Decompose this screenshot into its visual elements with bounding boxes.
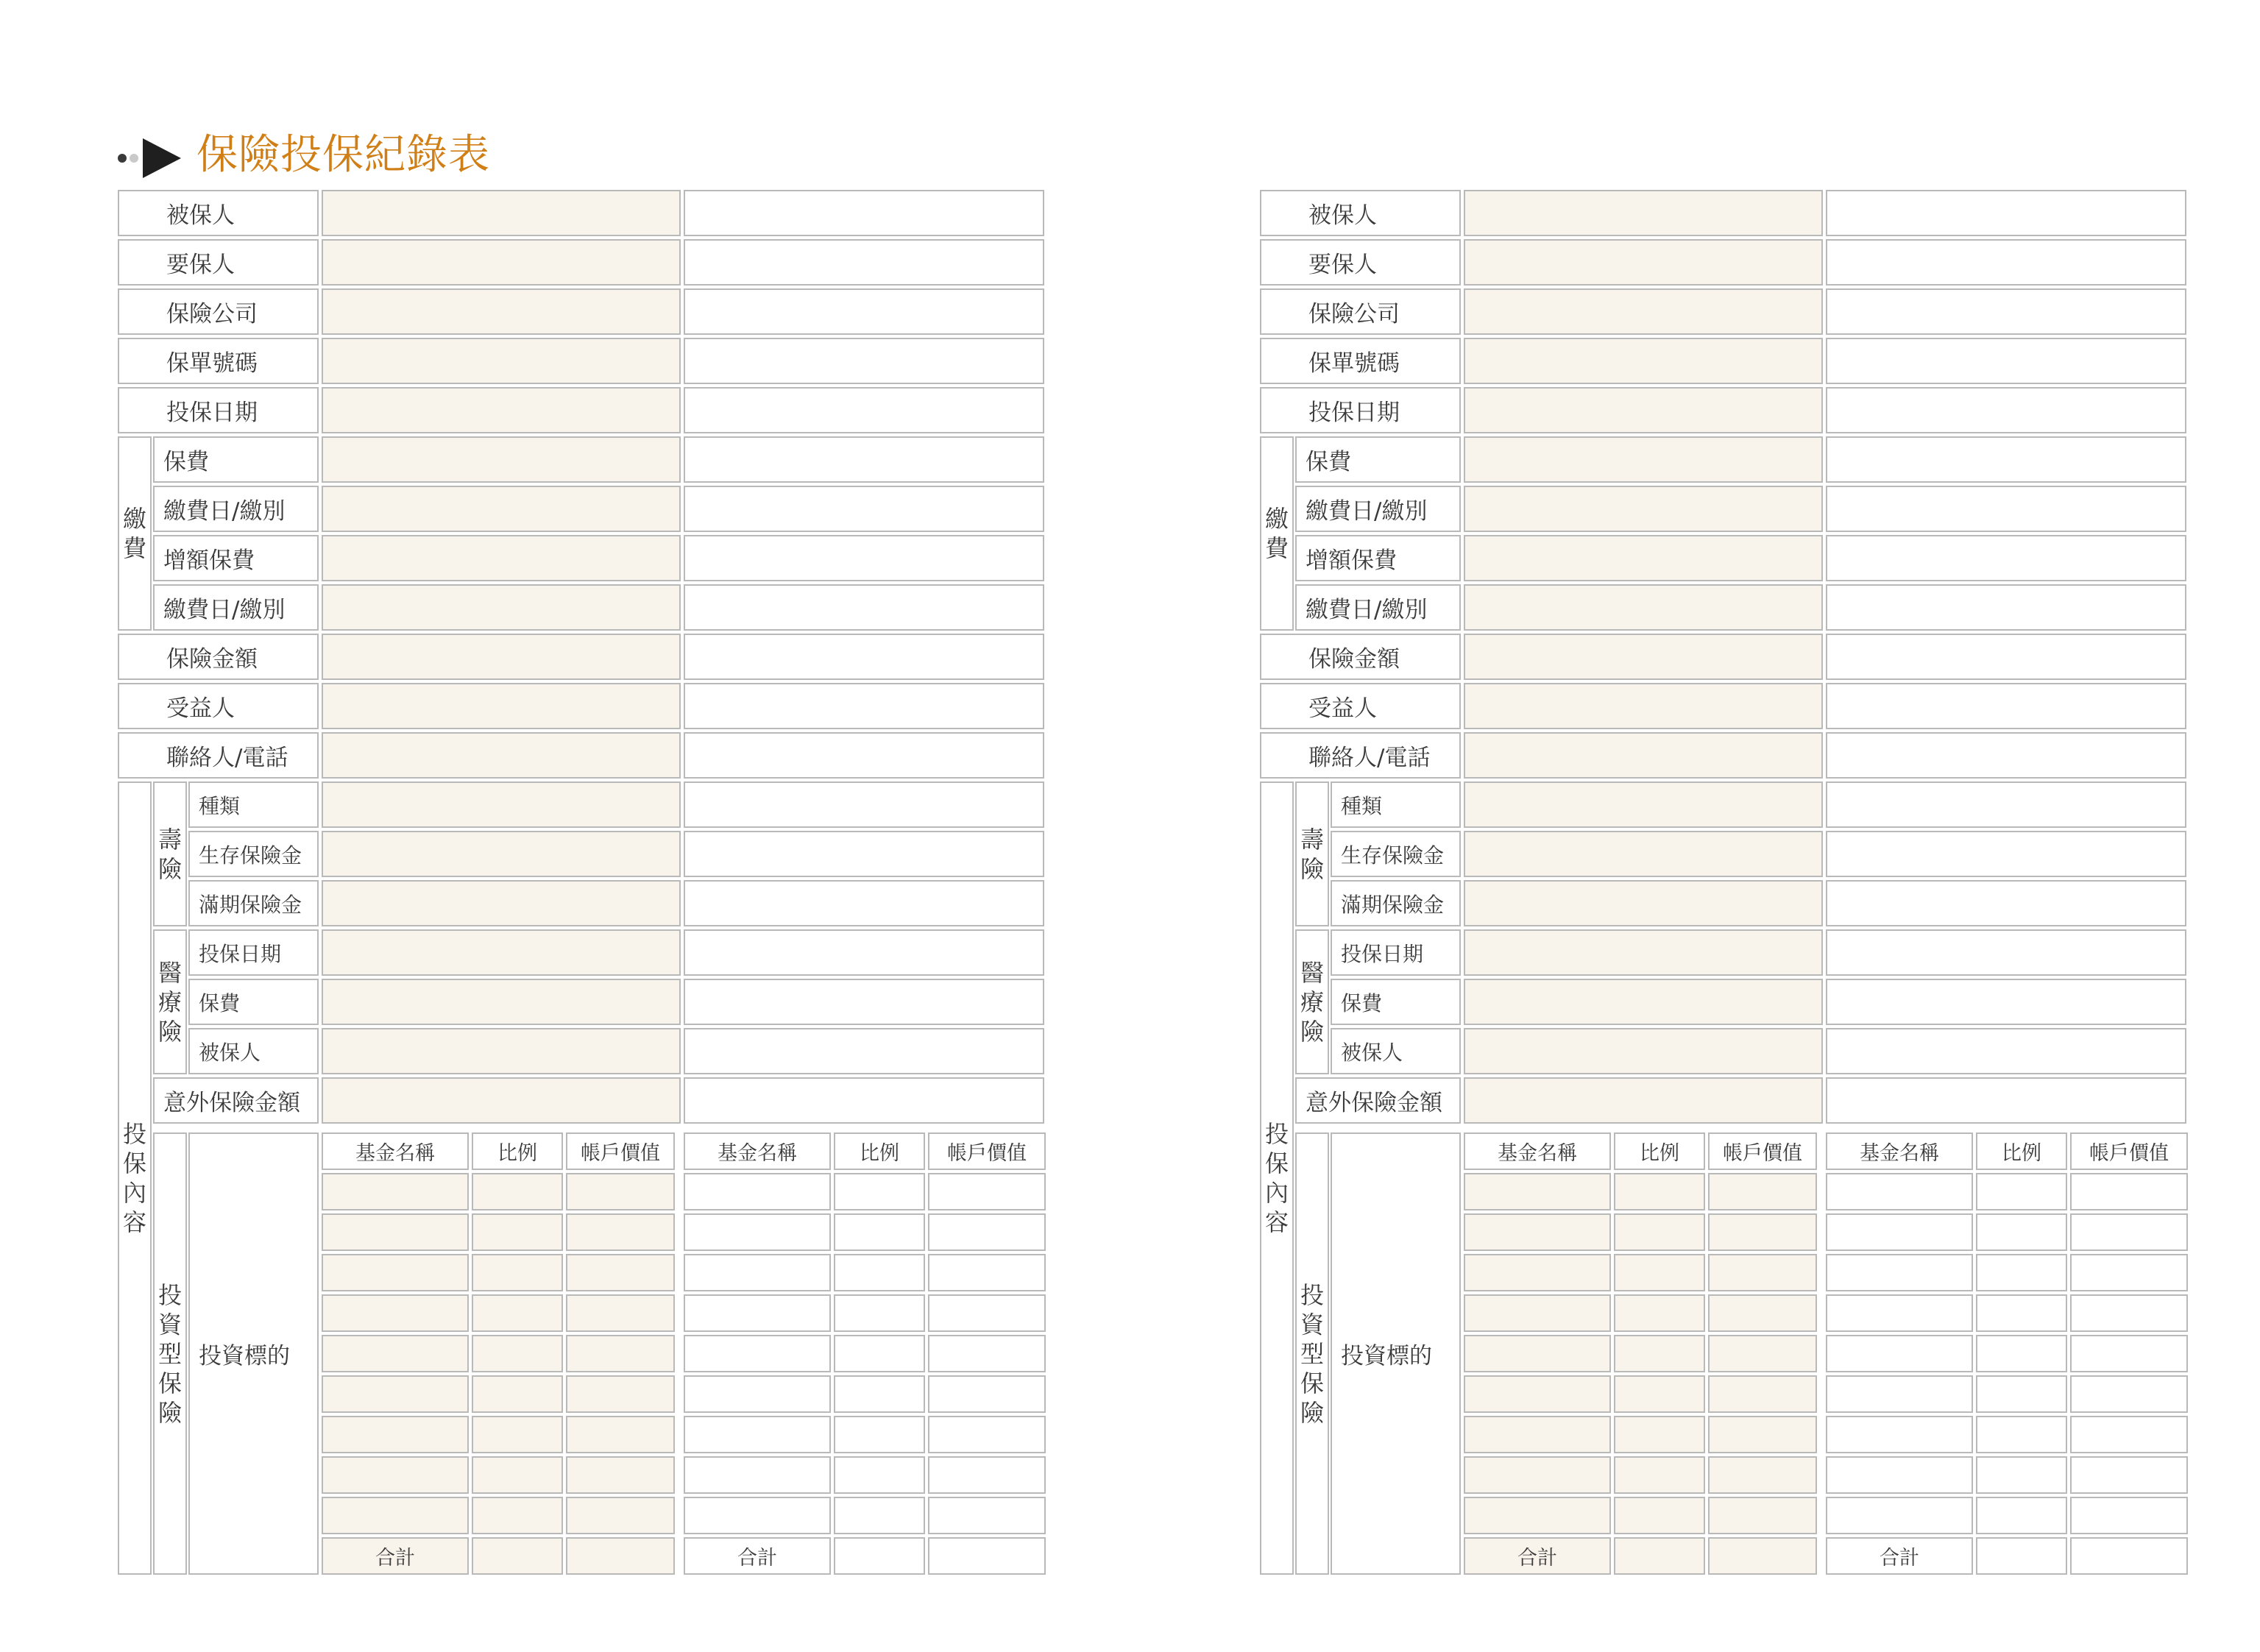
right-fund-cell[interactable] bbox=[1464, 1335, 1611, 1372]
right-fund-cell[interactable] bbox=[1826, 1335, 1973, 1372]
left-basic-0-value-2[interactable] bbox=[684, 190, 1044, 236]
vertical-char: 療 bbox=[157, 988, 182, 1016]
right-row-label: 滿期保險金 bbox=[1331, 880, 1461, 926]
right-fund-cell[interactable] bbox=[1614, 1254, 1705, 1291]
right-fund-total-label: 合計 bbox=[1464, 1537, 1611, 1575]
right-row-label: 聯絡人/電話 bbox=[1260, 732, 1461, 779]
left-fund-cell[interactable] bbox=[566, 1213, 675, 1251]
left-fund-cell[interactable] bbox=[322, 1335, 469, 1372]
vertical-char: 投 bbox=[122, 1120, 146, 1148]
right-medical-1-value-1[interactable] bbox=[1464, 979, 1823, 1025]
right-row-label: 被保人 bbox=[1331, 1028, 1461, 1074]
left-fund-cell[interactable] bbox=[928, 1416, 1046, 1453]
left-fund-total-label: 合計 bbox=[684, 1537, 831, 1575]
left-row-label: 滿期保險金 bbox=[188, 880, 319, 926]
left-row-label: 意外保險金額 bbox=[153, 1077, 319, 1124]
right-fund-cell[interactable] bbox=[1826, 1213, 1973, 1251]
left-fund-cell[interactable] bbox=[322, 1456, 469, 1494]
vertical-char: 醫 bbox=[157, 958, 182, 987]
vertical-char: 保 bbox=[122, 1149, 146, 1177]
left-accident-value-2[interactable] bbox=[684, 1077, 1044, 1124]
vertical-char: 費 bbox=[1264, 534, 1289, 562]
right-fund-cell[interactable] bbox=[1976, 1213, 2067, 1251]
left-row-label: 生存保險金 bbox=[188, 831, 319, 877]
left-basic-1-value-1[interactable] bbox=[322, 239, 681, 286]
right-life-1-value-1[interactable] bbox=[1464, 831, 1823, 877]
left-fund-cell[interactable] bbox=[684, 1497, 831, 1534]
right-fund-cell[interactable] bbox=[1614, 1335, 1705, 1372]
right-row-label: 保單號碼 bbox=[1260, 338, 1461, 384]
right-row-label: 繳費日/繳別 bbox=[1295, 486, 1461, 532]
left-mid-0-value-2[interactable] bbox=[684, 634, 1044, 680]
left-basic-2-value-2[interactable] bbox=[684, 288, 1044, 335]
left-row-label: 被保人 bbox=[188, 1028, 319, 1074]
right-fund-cell[interactable] bbox=[1976, 1497, 2067, 1534]
left-fund-cell[interactable] bbox=[472, 1416, 563, 1453]
left-row-label: 投保日期 bbox=[188, 929, 319, 976]
left-fund-header: 比例 bbox=[472, 1132, 563, 1170]
left-life-0-value-1[interactable] bbox=[322, 781, 681, 828]
left-life-1-value-2[interactable] bbox=[684, 831, 1044, 877]
left-basic-3-value-2[interactable] bbox=[684, 338, 1044, 384]
left-fund-cell[interactable] bbox=[834, 1497, 925, 1534]
left-payment-1-value-1[interactable] bbox=[322, 486, 681, 532]
left-fund-cell[interactable] bbox=[472, 1335, 563, 1372]
right-medical-0-value-1[interactable] bbox=[1464, 929, 1823, 976]
left-fund-cell[interactable] bbox=[472, 1456, 563, 1494]
right-mid-1-value-1[interactable] bbox=[1464, 683, 1823, 729]
right-basic-0-value-1[interactable] bbox=[1464, 190, 1823, 236]
right-payment-group-label bbox=[1260, 436, 1294, 631]
right-medical-group-label bbox=[1295, 929, 1329, 1074]
left-fund-cell[interactable] bbox=[834, 1173, 925, 1210]
right-fund-cell[interactable] bbox=[1464, 1497, 1611, 1534]
left-fund-cell[interactable] bbox=[684, 1213, 831, 1251]
vertical-char: 險 bbox=[1300, 854, 1324, 883]
right-fund-cell[interactable] bbox=[1708, 1254, 1817, 1291]
left-row-label: 被保人 bbox=[118, 190, 319, 236]
right-fund-cell[interactable] bbox=[1614, 1416, 1705, 1453]
vertical-char: 壽 bbox=[1300, 825, 1324, 854]
right-fund-cell[interactable] bbox=[1708, 1375, 1817, 1413]
left-fund-cell[interactable] bbox=[684, 1375, 831, 1413]
left-payment-0-value-1[interactable] bbox=[322, 436, 681, 483]
left-fund-cell[interactable] bbox=[472, 1294, 563, 1332]
vertical-char: 內 bbox=[122, 1179, 146, 1207]
play-arrow-icon bbox=[113, 132, 187, 184]
left-fund-header: 帳戶價值 bbox=[928, 1132, 1046, 1170]
right-payment-1-value-2[interactable] bbox=[1826, 486, 2186, 532]
left-fund-cell[interactable] bbox=[684, 1416, 831, 1453]
left-mid-1-value-2[interactable] bbox=[684, 683, 1044, 729]
right-fund-header: 基金名稱 bbox=[1464, 1132, 1611, 1170]
left-row-label: 保險公司 bbox=[118, 288, 319, 335]
right-payment-3-value-2[interactable] bbox=[1826, 584, 2186, 631]
right-fund-cell[interactable] bbox=[1464, 1173, 1611, 1210]
right-row-label: 受益人 bbox=[1260, 683, 1461, 729]
left-fund-cell[interactable] bbox=[566, 1416, 675, 1453]
right-fund-total-label: 合計 bbox=[1826, 1537, 1973, 1575]
vertical-char: 型 bbox=[1300, 1339, 1324, 1368]
left-fund-cell[interactable] bbox=[928, 1335, 1046, 1372]
vertical-char: 投 bbox=[157, 1280, 182, 1309]
page-title: 保險投保紀錄表 bbox=[196, 131, 490, 179]
left-fund-cell[interactable] bbox=[834, 1456, 925, 1494]
left-fund-cell[interactable] bbox=[928, 1375, 1046, 1413]
right-fund-total-cell[interactable] bbox=[2070, 1537, 2188, 1575]
vertical-char: 險 bbox=[1300, 1398, 1324, 1427]
left-fund-cell[interactable] bbox=[322, 1294, 469, 1332]
vertical-char: 保 bbox=[157, 1369, 182, 1397]
right-fund-cell[interactable] bbox=[1708, 1294, 1817, 1332]
right-mid-2-value-1[interactable] bbox=[1464, 732, 1823, 779]
left-fund-cell[interactable] bbox=[322, 1173, 469, 1210]
vertical-char: 資 bbox=[157, 1310, 182, 1339]
right-mid-0-value-2[interactable] bbox=[1826, 634, 2186, 680]
left-medical-1-value-1[interactable] bbox=[322, 979, 681, 1025]
right-row-label: 投保日期 bbox=[1331, 929, 1461, 976]
right-fund-cell[interactable] bbox=[1826, 1375, 1973, 1413]
left-payment-2-value-1[interactable] bbox=[322, 535, 681, 581]
left-mid-0-value-1[interactable] bbox=[322, 634, 681, 680]
right-row-label: 增額保費 bbox=[1295, 535, 1461, 581]
left-basic-2-value-1[interactable] bbox=[322, 288, 681, 335]
right-fund-header: 比例 bbox=[1614, 1132, 1705, 1170]
right-row-label: 生存保險金 bbox=[1331, 831, 1461, 877]
right-fund-cell[interactable] bbox=[1826, 1416, 1973, 1453]
right-invest-group-label bbox=[1295, 1132, 1329, 1575]
right-mid-2-value-2[interactable] bbox=[1826, 732, 2186, 779]
left-fund-cell[interactable] bbox=[322, 1213, 469, 1251]
right-fund-cell[interactable] bbox=[2070, 1416, 2188, 1453]
right-fund-cell[interactable] bbox=[1708, 1335, 1817, 1372]
left-fund-cell[interactable] bbox=[684, 1335, 831, 1372]
right-fund-cell[interactable] bbox=[1464, 1456, 1611, 1494]
right-fund-cell[interactable] bbox=[1614, 1213, 1705, 1251]
right-invest-label: 投資標的 bbox=[1331, 1132, 1461, 1575]
right-life-0-value-2[interactable] bbox=[1826, 781, 2186, 828]
left-life-1-value-1[interactable] bbox=[322, 831, 681, 877]
right-fund-cell[interactable] bbox=[2070, 1213, 2188, 1251]
right-fund-header: 帳戶價值 bbox=[1708, 1132, 1817, 1170]
left-fund-cell[interactable] bbox=[834, 1294, 925, 1332]
right-life-1-value-2[interactable] bbox=[1826, 831, 2186, 877]
left-medical-2-value-1[interactable] bbox=[322, 1028, 681, 1074]
right-basic-2-value-2[interactable] bbox=[1826, 288, 2186, 335]
vertical-char: 內 bbox=[1264, 1179, 1289, 1207]
right-row-label: 投保日期 bbox=[1260, 387, 1461, 433]
vertical-char: 容 bbox=[122, 1208, 146, 1236]
left-fund-cell[interactable] bbox=[322, 1416, 469, 1453]
left-payment-2-value-2[interactable] bbox=[684, 535, 1044, 581]
right-fund-cell[interactable] bbox=[2070, 1456, 2188, 1494]
right-fund-cell[interactable] bbox=[2070, 1375, 2188, 1413]
right-fund-header: 基金名稱 bbox=[1826, 1132, 1973, 1170]
right-fund-cell[interactable] bbox=[1614, 1375, 1705, 1413]
right-fund-cell[interactable] bbox=[1976, 1375, 2067, 1413]
left-fund-cell[interactable] bbox=[566, 1335, 675, 1372]
left-fund-cell[interactable] bbox=[566, 1497, 675, 1534]
left-fund-header: 帳戶價值 bbox=[566, 1132, 675, 1170]
right-fund-cell[interactable] bbox=[1708, 1173, 1817, 1210]
left-fund-cell[interactable] bbox=[928, 1456, 1046, 1494]
vertical-char: 保 bbox=[1300, 1369, 1324, 1397]
right-fund-cell[interactable] bbox=[2070, 1335, 2188, 1372]
left-fund-total-cell[interactable] bbox=[566, 1537, 675, 1575]
right-row-label: 意外保險金額 bbox=[1295, 1077, 1461, 1124]
right-payment-2-value-2[interactable] bbox=[1826, 535, 2186, 581]
right-basic-4-value-2[interactable] bbox=[1826, 387, 2186, 433]
left-fund-cell[interactable] bbox=[928, 1213, 1046, 1251]
right-fund-cell[interactable] bbox=[1976, 1335, 2067, 1372]
left-fund-cell[interactable] bbox=[928, 1294, 1046, 1332]
left-fund-cell[interactable] bbox=[928, 1173, 1046, 1210]
left-row-label: 要保人 bbox=[118, 239, 319, 286]
left-payment-3-value-2[interactable] bbox=[684, 584, 1044, 631]
left-fund-cell[interactable] bbox=[566, 1456, 675, 1494]
right-fund-total-cell[interactable] bbox=[1708, 1537, 1817, 1575]
right-fund-cell[interactable] bbox=[1976, 1173, 2067, 1210]
left-basic-4-value-1[interactable] bbox=[322, 387, 681, 433]
right-fund-cell[interactable] bbox=[1976, 1294, 2067, 1332]
left-fund-cell[interactable] bbox=[834, 1213, 925, 1251]
right-row-label: 保費 bbox=[1331, 979, 1461, 1025]
left-fund-cell[interactable] bbox=[834, 1254, 925, 1291]
left-fund-cell[interactable] bbox=[928, 1497, 1046, 1534]
left-medical-group-label bbox=[153, 929, 187, 1074]
right-fund-cell[interactable] bbox=[2070, 1173, 2188, 1210]
left-fund-cell[interactable] bbox=[684, 1254, 831, 1291]
left-mid-1-value-1[interactable] bbox=[322, 683, 681, 729]
left-fund-header: 基金名稱 bbox=[322, 1132, 469, 1170]
left-row-label: 種類 bbox=[188, 781, 319, 828]
left-payment-3-value-1[interactable] bbox=[322, 584, 681, 631]
left-fund-cell[interactable] bbox=[566, 1294, 675, 1332]
vertical-char: 壽 bbox=[157, 825, 182, 854]
right-fund-total-cell[interactable] bbox=[1976, 1537, 2067, 1575]
right-fund-cell[interactable] bbox=[1826, 1456, 1973, 1494]
right-medical-2-value-1[interactable] bbox=[1464, 1028, 1823, 1074]
left-payment-group-label bbox=[118, 436, 152, 631]
left-fund-cell[interactable] bbox=[834, 1335, 925, 1372]
left-row-label: 投保日期 bbox=[118, 387, 319, 433]
right-basic-2-value-1[interactable] bbox=[1464, 288, 1823, 335]
right-fund-cell[interactable] bbox=[1708, 1456, 1817, 1494]
right-row-label: 保險公司 bbox=[1260, 288, 1461, 335]
vertical-char: 投 bbox=[1300, 1280, 1324, 1309]
right-fund-cell[interactable] bbox=[1976, 1254, 2067, 1291]
vertical-char: 療 bbox=[1300, 988, 1324, 1016]
right-basic-1-value-1[interactable] bbox=[1464, 239, 1823, 286]
left-basic-0-value-1[interactable] bbox=[322, 190, 681, 236]
left-fund-cell[interactable] bbox=[834, 1375, 925, 1413]
left-fund-cell[interactable] bbox=[472, 1375, 563, 1413]
right-fund-cell[interactable] bbox=[1708, 1213, 1817, 1251]
right-basic-4-value-1[interactable] bbox=[1464, 387, 1823, 433]
vertical-char: 保 bbox=[1264, 1149, 1289, 1177]
right-life-2-value-1[interactable] bbox=[1464, 880, 1823, 926]
vertical-char: 險 bbox=[157, 1017, 182, 1046]
right-fund-cell[interactable] bbox=[1976, 1456, 2067, 1494]
left-payment-1-value-2[interactable] bbox=[684, 486, 1044, 532]
left-fund-cell[interactable] bbox=[566, 1173, 675, 1210]
right-medical-0-value-2[interactable] bbox=[1826, 929, 2186, 976]
right-fund-cell[interactable] bbox=[1826, 1254, 1973, 1291]
right-payment-3-value-1[interactable] bbox=[1464, 584, 1823, 631]
left-fund-cell[interactable] bbox=[472, 1497, 563, 1534]
right-basic-3-value-2[interactable] bbox=[1826, 338, 2186, 384]
right-fund-cell[interactable] bbox=[1826, 1173, 1973, 1210]
vertical-char: 險 bbox=[157, 854, 182, 883]
left-invest-label: 投資標的 bbox=[188, 1132, 319, 1575]
left-fund-header: 基金名稱 bbox=[684, 1132, 831, 1170]
vertical-char: 繳 bbox=[1264, 505, 1289, 533]
left-fund-cell[interactable] bbox=[322, 1375, 469, 1413]
right-medical-1-value-2[interactable] bbox=[1826, 979, 2186, 1025]
right-accident-value-1[interactable] bbox=[1464, 1077, 1823, 1124]
right-fund-header: 比例 bbox=[1976, 1132, 2067, 1170]
right-life-2-value-2[interactable] bbox=[1826, 880, 2186, 926]
left-fund-cell[interactable] bbox=[472, 1213, 563, 1251]
left-fund-total-cell[interactable] bbox=[928, 1537, 1046, 1575]
left-row-label: 保費 bbox=[153, 436, 319, 483]
left-mid-2-value-1[interactable] bbox=[322, 732, 681, 779]
left-medical-0-value-1[interactable] bbox=[322, 929, 681, 976]
vertical-char: 容 bbox=[1264, 1208, 1289, 1236]
vertical-char: 費 bbox=[122, 534, 146, 562]
right-payment-1-value-1[interactable] bbox=[1464, 486, 1823, 532]
right-payment-0-value-1[interactable] bbox=[1464, 436, 1823, 483]
left-life-group-label bbox=[153, 781, 187, 926]
vertical-char: 險 bbox=[157, 1398, 182, 1427]
right-payment-2-value-1[interactable] bbox=[1464, 535, 1823, 581]
left-fund-cell[interactable] bbox=[684, 1294, 831, 1332]
left-medical-0-value-2[interactable] bbox=[684, 929, 1044, 976]
right-row-label: 保費 bbox=[1295, 436, 1461, 483]
right-row-label: 種類 bbox=[1331, 781, 1461, 828]
right-life-0-value-1[interactable] bbox=[1464, 781, 1823, 828]
left-fund-cell[interactable] bbox=[684, 1173, 831, 1210]
right-fund-header: 帳戶價值 bbox=[2070, 1132, 2188, 1170]
right-fund-cell[interactable] bbox=[1826, 1294, 1973, 1332]
right-basic-1-value-2[interactable] bbox=[1826, 239, 2186, 286]
right-life-group-label bbox=[1295, 781, 1329, 926]
left-row-label: 保險金額 bbox=[118, 634, 319, 680]
left-basic-4-value-2[interactable] bbox=[684, 387, 1044, 433]
right-fund-cell[interactable] bbox=[1614, 1173, 1705, 1210]
right-row-label: 要保人 bbox=[1260, 239, 1461, 286]
right-fund-cell[interactable] bbox=[1464, 1213, 1611, 1251]
left-payment-0-value-2[interactable] bbox=[684, 436, 1044, 483]
left-fund-cell[interactable] bbox=[566, 1254, 675, 1291]
right-fund-cell[interactable] bbox=[1464, 1254, 1611, 1291]
left-row-label: 聯絡人/電話 bbox=[118, 732, 319, 779]
left-medical-2-value-2[interactable] bbox=[684, 1028, 1044, 1074]
left-fund-total-cell[interactable] bbox=[834, 1537, 925, 1575]
left-fund-total-label: 合計 bbox=[322, 1537, 469, 1575]
left-life-0-value-2[interactable] bbox=[684, 781, 1044, 828]
left-fund-cell[interactable] bbox=[472, 1254, 563, 1291]
vertical-char: 資 bbox=[1300, 1310, 1324, 1339]
right-fund-total-cell[interactable] bbox=[1614, 1537, 1705, 1575]
left-fund-cell[interactable] bbox=[472, 1173, 563, 1210]
left-row-label: 繳費日/繳別 bbox=[153, 584, 319, 631]
left-accident-value-1[interactable] bbox=[322, 1077, 681, 1124]
right-fund-cell[interactable] bbox=[1708, 1416, 1817, 1453]
right-fund-cell[interactable] bbox=[1464, 1416, 1611, 1453]
left-row-label: 增額保費 bbox=[153, 535, 319, 581]
left-fund-cell[interactable] bbox=[322, 1254, 469, 1291]
right-row-label: 被保人 bbox=[1260, 190, 1461, 236]
left-life-2-value-1[interactable] bbox=[322, 880, 681, 926]
right-fund-cell[interactable] bbox=[1826, 1497, 1973, 1534]
left-row-label: 保單號碼 bbox=[118, 338, 319, 384]
left-basic-3-value-1[interactable] bbox=[322, 338, 681, 384]
right-row-label: 保險金額 bbox=[1260, 634, 1461, 680]
vertical-char: 繳 bbox=[122, 505, 146, 533]
left-fund-cell[interactable] bbox=[566, 1375, 675, 1413]
vertical-char: 險 bbox=[1300, 1017, 1324, 1046]
left-medical-1-value-2[interactable] bbox=[684, 979, 1044, 1025]
left-fund-total-cell[interactable] bbox=[472, 1537, 563, 1575]
right-basic-0-value-2[interactable] bbox=[1826, 190, 2186, 236]
left-fund-cell[interactable] bbox=[322, 1497, 469, 1534]
right-fund-cell[interactable] bbox=[2070, 1294, 2188, 1332]
right-medical-2-value-2[interactable] bbox=[1826, 1028, 2186, 1074]
left-mid-2-value-2[interactable] bbox=[684, 732, 1044, 779]
left-basic-1-value-2[interactable] bbox=[684, 239, 1044, 286]
right-fund-cell[interactable] bbox=[1464, 1294, 1611, 1332]
right-mid-1-value-2[interactable] bbox=[1826, 683, 2186, 729]
vertical-char: 醫 bbox=[1300, 958, 1324, 987]
right-fund-cell[interactable] bbox=[2070, 1497, 2188, 1534]
right-row-label: 繳費日/繳別 bbox=[1295, 584, 1461, 631]
right-fund-cell[interactable] bbox=[1464, 1375, 1611, 1413]
left-row-label: 受益人 bbox=[118, 683, 319, 729]
left-invest-group-label bbox=[153, 1132, 187, 1575]
left-row-label: 保費 bbox=[188, 979, 319, 1025]
right-fund-cell[interactable] bbox=[2070, 1254, 2188, 1291]
vertical-char: 型 bbox=[157, 1339, 182, 1368]
right-payment-0-value-2[interactable] bbox=[1826, 436, 2186, 483]
left-fund-cell[interactable] bbox=[834, 1416, 925, 1453]
right-basic-3-value-1[interactable] bbox=[1464, 338, 1823, 384]
right-content-group-label bbox=[1260, 781, 1294, 1575]
right-fund-cell[interactable] bbox=[1614, 1497, 1705, 1534]
right-fund-cell[interactable] bbox=[1614, 1456, 1705, 1494]
left-fund-header: 比例 bbox=[834, 1132, 925, 1170]
left-content-group-label bbox=[118, 781, 152, 1575]
left-row-label: 繳費日/繳別 bbox=[153, 486, 319, 532]
left-life-2-value-2[interactable] bbox=[684, 880, 1044, 926]
right-fund-cell[interactable] bbox=[1976, 1416, 2067, 1453]
right-mid-0-value-1[interactable] bbox=[1464, 634, 1823, 680]
right-fund-cell[interactable] bbox=[1708, 1497, 1817, 1534]
right-accident-value-2[interactable] bbox=[1826, 1077, 2186, 1124]
left-fund-cell[interactable] bbox=[684, 1456, 831, 1494]
vertical-char: 投 bbox=[1264, 1120, 1289, 1148]
left-fund-cell[interactable] bbox=[928, 1254, 1046, 1291]
right-fund-cell[interactable] bbox=[1614, 1294, 1705, 1332]
